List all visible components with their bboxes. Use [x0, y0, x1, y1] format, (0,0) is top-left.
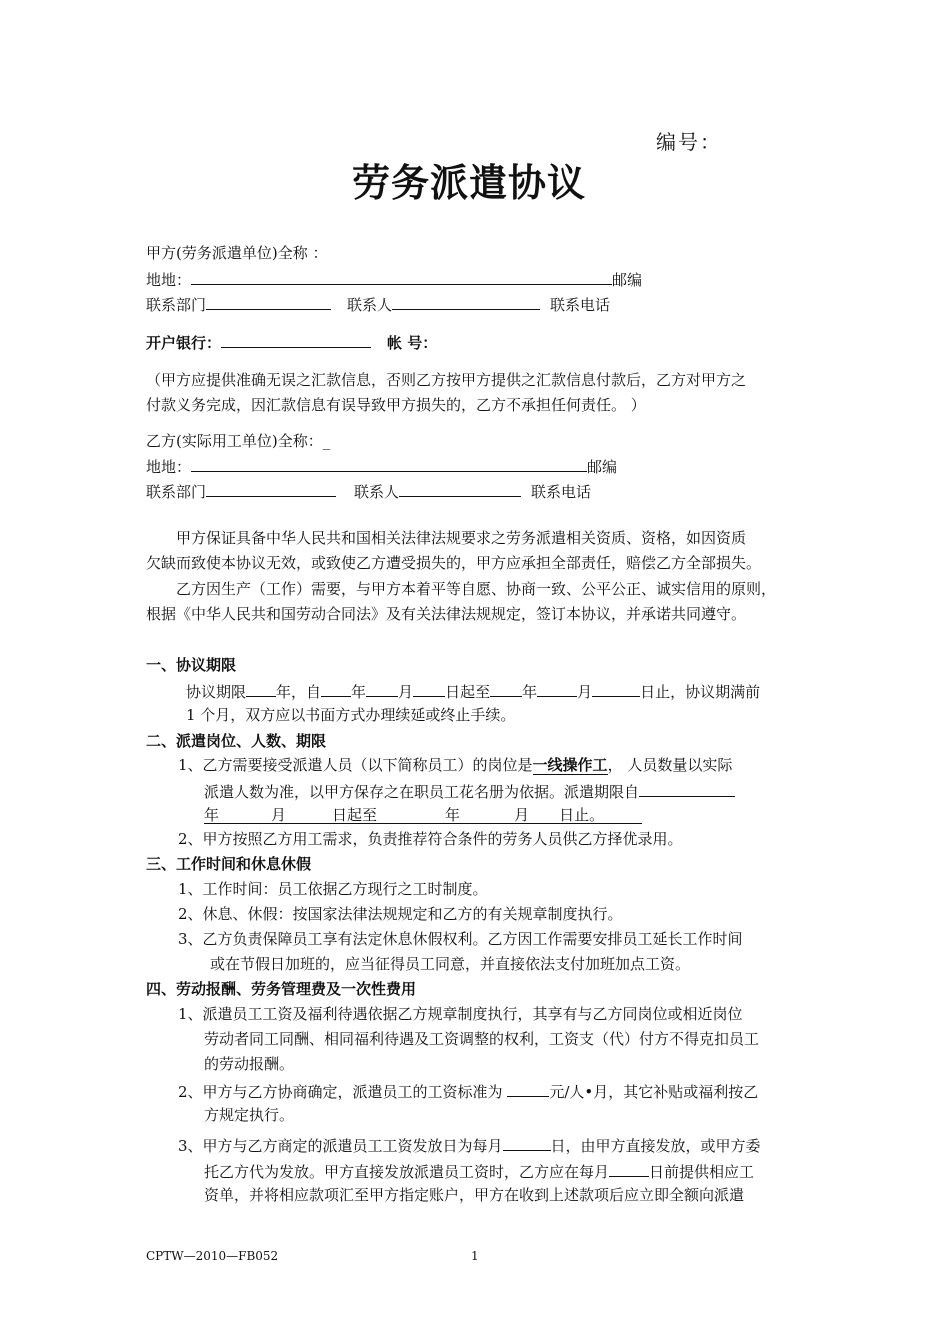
end-year-label: 年 [522, 683, 538, 701]
section-4-item-1-line-2: 劳动者同工同酬、相同福利待遇及工资调整的权利，工资支（代）付方不得克扣员工 [204, 1030, 760, 1048]
section-3-item-2: 2、休息、休假：按国家法律法规规定和乙方的有关规章制度执行。 [178, 905, 623, 923]
wage-standard-text: 2、甲方与乙方协商确定，派遣员工的工资标准为 [178, 1083, 508, 1101]
party-a-note-line-1: （甲方应提供准确无误之汇款信息，否则乙方按甲方提供之汇款信息付款后，乙方对甲方之 [146, 371, 747, 389]
preamble-p2-line-2: 根据《中华人民共和国劳动合同法》及有关法律法规规定，签订本协议，并承诺共同遵守。 [146, 605, 747, 623]
party-a-bank-row [146, 331, 437, 353]
end-day-label: 日止，协议期满前 [640, 683, 761, 701]
section-2-heading: 二、派遣岗位、人数、期限 [146, 732, 327, 750]
preamble-p2-line-1: 乙方因生产（工作）需要，与甲方本着平等自愿、协商一致、公平公正、诚实信用的原则， [176, 580, 777, 598]
party-a-address-label: 地地： [146, 271, 192, 289]
section-3-heading: 三、工作时间和休息休假 [146, 855, 312, 873]
document-title: 劳务派遣协议 [352, 161, 587, 205]
party-b-name-label: 乙方(实际用工单位)全称：_ [146, 432, 331, 450]
party-a-contact-row [146, 293, 610, 315]
start-month-label: 月 [398, 683, 414, 701]
section-4-heading: 四、劳动报酬、劳务管理费及一次性费用 [146, 980, 417, 998]
section-3-item-3-line-1: 3、乙方负责保障员工享有法定休息休假权利。乙方因工作需要安排员工延长工作时间 [178, 930, 743, 948]
party-a-address-field[interactable] [191, 268, 612, 285]
section-1-term-line [186, 680, 760, 702]
period-end-day-label: 日止。 [559, 806, 605, 824]
job-position-value: 一线操作工 [532, 756, 608, 774]
section-4-item-3-line-2 [204, 1160, 754, 1182]
start-day-label: 日起至 [445, 683, 491, 701]
section-4-item-1-line-3: 的劳动报酬。 [204, 1055, 295, 1073]
party-a-contact-field[interactable] [392, 293, 540, 310]
term-label: 协议期限 [186, 683, 247, 701]
section-2-item-1-line-2 [204, 780, 735, 802]
start-year-label: 年 [351, 683, 367, 701]
party-b-contact-row [146, 480, 591, 502]
document-number-label: 编号： [656, 130, 722, 154]
party-a-name-label: 甲方(劳务派遣单位)全称 ： [146, 244, 328, 262]
section-4-item-3-line-3: 资单，并将相应款项汇至甲方指定账户，甲方在收到上述款项后应立即全额向派遣 [204, 1186, 745, 1204]
term-years-field[interactable] [246, 680, 276, 697]
party-a-bank-field[interactable] [221, 331, 371, 348]
payslip-deadline-text: 托乙方代为发放。甲方直接发放派遣员工资时，乙方应在每月 [204, 1163, 610, 1181]
end-year-field[interactable] [490, 680, 522, 697]
party-b-address-field[interactable] [191, 455, 587, 472]
party-a-bank-label: 开户银行： [146, 334, 222, 352]
payday-field[interactable] [503, 1134, 551, 1151]
section-2-item-1-line-1 [178, 755, 732, 775]
period-end-month-label: 月 [514, 806, 530, 824]
period-end-year-label: 年 [445, 806, 461, 824]
payday-method-text: 日，由甲方直接发放，或甲方委 [550, 1137, 761, 1155]
footer-doc-code: CPTW—2010—FB052 [146, 1249, 279, 1263]
section-1-heading: 一、协议期限 [146, 656, 237, 674]
payslip-deadline-field[interactable] [609, 1160, 649, 1177]
party-b-postcode-label: 邮编 [587, 458, 618, 476]
party-a-dept-label: 联系部门 [146, 296, 207, 314]
party-a-contact-label: 联系人 [347, 296, 393, 314]
party-a-dept-field[interactable] [206, 293, 331, 310]
wage-unit-text: 元/人•月，其它补贴或福利按乙 [549, 1083, 759, 1101]
party-b-dept-field[interactable] [206, 480, 336, 497]
section-4-item-2-line-1 [178, 1080, 758, 1102]
end-month-label: 月 [577, 683, 593, 701]
section-3-item-1: 1、工作时间：员工依据乙方现行之工时制度。 [178, 880, 488, 898]
wage-standard-field[interactable] [507, 1080, 549, 1097]
end-month-field[interactable] [537, 680, 577, 697]
start-year-field[interactable] [321, 680, 351, 697]
section-4-item-2-line-2: 方规定执行。 [204, 1106, 295, 1124]
payday-text: 3、甲方与乙方商定的派遣员工工资发放日为每月 [178, 1137, 503, 1155]
preamble-p1-line-2: 欠缺而致使本协议无效，或致使乙方遭受损失的，甲方应承担全部责任，赔偿乙方全部损失。 [146, 554, 762, 572]
period-start-month-label: 月 [271, 806, 287, 824]
term-year-from-label: 年，自 [276, 683, 322, 701]
party-a-postcode-label: 邮编 [612, 271, 643, 289]
start-month-field[interactable] [366, 680, 398, 697]
end-day-field[interactable] [592, 680, 640, 697]
headcount-text: ， 人员数量以实际 [607, 756, 733, 774]
party-b-dept-label: 联系部门 [146, 483, 207, 501]
party-a-phone-label: 联系电话 [550, 296, 611, 314]
party-a-note-line-2: 付款义务完成，因汇款信息有误导致甲方损失的，乙方不承担任何责任。 ） [146, 396, 646, 414]
footer-page-number: 1 [471, 1249, 479, 1263]
section-2-item-2: 2、甲方按照乙方用工需求，负责推荐符合条件的劳务人员供乙方择优录用。 [178, 830, 683, 848]
preamble-p1-line-1: 甲方保证具备中华人民共和国相关法律法规要求之劳务派遣相关资质、资格，如因资质 [176, 529, 747, 547]
start-day-field[interactable] [413, 680, 445, 697]
section-2-item-1-line-3 [204, 805, 642, 824]
period-start-day-label: 日起至 [332, 806, 378, 824]
party-b-phone-label: 联系电话 [531, 483, 592, 501]
dispatch-period-text: 派遣人数为准，以甲方保存之在职员工花名册为依据。派遣期限自 [204, 783, 640, 801]
section-4-item-1-line-1: 1、派遣员工工资及福利待遇依据乙方规章制度执行，其享有与乙方同岗位或相近岗位 [178, 1005, 743, 1023]
section-4-item-3-line-1 [178, 1134, 761, 1156]
position-text: 1、乙方需要接受派遣人员（以下简称员工）的岗位是 [178, 756, 533, 774]
party-b-contact-label: 联系人 [354, 483, 400, 501]
section-3-item-3-line-2: 或在节假日加班的，应当征得员工同意，并直接依法支付加班加点工资。 [210, 955, 691, 973]
party-b-contact-field[interactable] [399, 480, 521, 497]
party-a-account-label: 帐 号： [387, 334, 438, 352]
payslip-deadline-suffix: 日前提供相应工 [649, 1163, 755, 1181]
dispatch-period-field[interactable] [639, 780, 735, 797]
party-a-address-row [146, 268, 642, 290]
period-start-year-label: 年 [204, 806, 220, 824]
party-b-address-label: 地地： [146, 458, 192, 476]
party-b-address-row [146, 455, 617, 477]
section-1-renewal-line: 1 个月，双方应以书面方式办理续延或终止手续。 [186, 706, 516, 724]
